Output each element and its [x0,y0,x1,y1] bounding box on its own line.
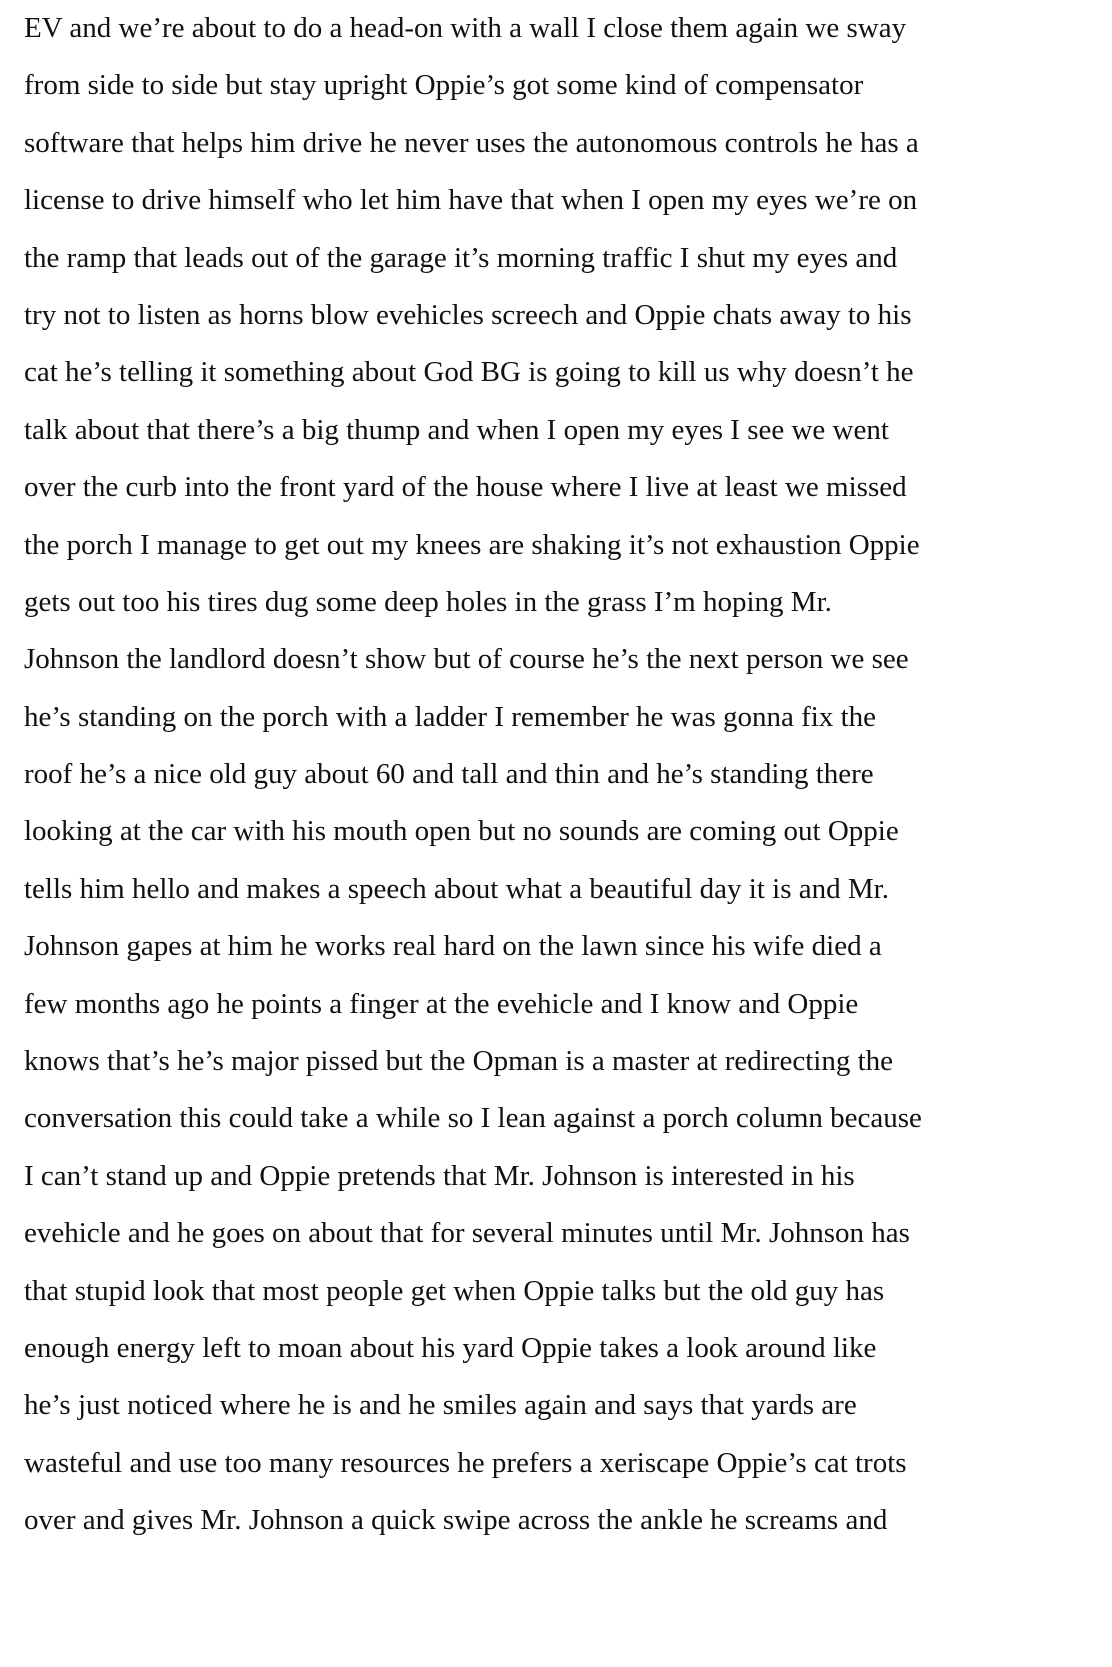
text-line: Johnson gapes at him he works real hard on the lawn since his wife died a [24,930,882,963]
text-line: enough energy left to moan about his yard Oppie takes a look around like [24,1331,877,1364]
text-line: the ramp that leads out of the garage it’s morning traffic I shut my eyes and [24,241,898,274]
text-line: EV and we’re about to do a head-on with a wall I close them again we sway [24,12,907,44]
text-line: over and gives Mr. Johnson a quick swipe across the ankle he screams and [24,1504,888,1537]
text-line: knows that’s he’s major pissed but the Opman is a master at redirecting the [24,1045,893,1078]
text-line: conversation this could take a while so I lean against a porch column because [24,1102,922,1135]
text-line: wasteful and use too many resources he prefers a xeriscape Oppie’s cat trots [24,1446,907,1479]
document-page [24,0,1022,1550]
text-line: tells him hello and makes a speech about what a beautiful day it is and Mr. [24,872,889,905]
text-line: he’s standing on the porch with a ladder I remember he was gonna fix the [24,700,877,733]
text-line: the porch I manage to get out my knees are shaking it’s not exhaustion Oppie [24,528,920,561]
text-line: license to drive himself who let him have that when I open my eyes we’re on [24,184,918,217]
text-line: few months ago he points a finger at the evehicle and I know and Oppie [24,987,859,1020]
text-line: I can’t stand up and Oppie pretends that Mr. Johnson is interested in his [24,1159,855,1192]
text-line: Johnson the landlord doesn’t show but of course he’s the next person we see [24,643,909,676]
text-line: looking at the car with his mouth open but no sounds are coming out Oppie [24,815,899,848]
text-line: talk about that there’s a big thump and when I open my eyes I see we went [24,413,889,446]
text-line: from side to side but stay upright Oppie’s got some kind of compensator [24,69,864,102]
text-line: over the curb into the front yard of the house where I live at least we missed [24,471,907,504]
text-line: cat he’s telling it something about God BG is going to kill us why doesn’t he [24,356,914,389]
text-line: software that helps him drive he never uses the autonomous controls he has a [24,126,919,159]
text-line: that stupid look that most people get when Oppie talks but the old guy has [24,1274,885,1307]
text-line: gets out too his tires dug some deep holes in the grass I’m hoping Mr. [24,585,832,618]
text-line: roof he’s a nice old guy about 60 and tall and thin and he’s standing there [24,758,874,791]
text-line: try not to listen as horns blow evehicles screech and Oppie chats away to his [24,298,912,331]
text-line: evehicle and he goes on about that for several minutes until Mr. Johnson has [24,1217,910,1250]
text-line: he’s just noticed where he is and he smiles again and says that yards are [24,1389,857,1422]
